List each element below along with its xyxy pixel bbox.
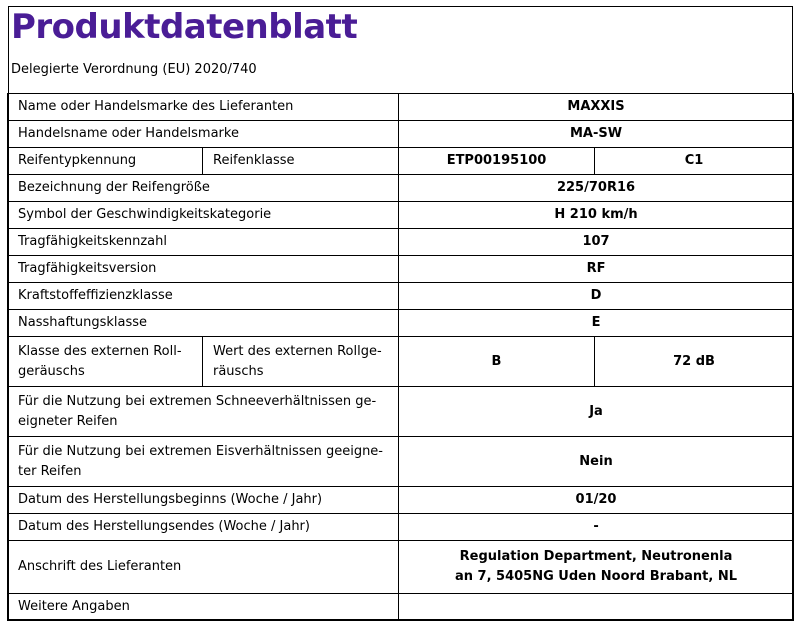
- supplier-address-value: [399, 541, 794, 594]
- wet-grip-label: Nasshaftungsklasse: [8, 310, 399, 337]
- page-title: Produktdatenblatt: [11, 7, 358, 47]
- address-line-1: Regulation Department, Neutronenla: [459, 549, 733, 564]
- table-row: [8, 387, 794, 437]
- regulation-subtitle: Delegierte Verordnung (EU) 2020/740: [11, 62, 257, 77]
- tyre-type-value: ETP00195100: [399, 148, 595, 175]
- noise-value: 72 dB: [595, 337, 794, 387]
- snow-suitability-value: Ja: [399, 387, 794, 437]
- table-row: [8, 594, 794, 621]
- table-row: [8, 437, 794, 487]
- load-index-value: 107: [399, 229, 794, 256]
- table-row: [8, 121, 794, 148]
- address-line-2: an 7, 5405NG Uden Noord Brabant, NL: [454, 569, 738, 584]
- load-index-label: Tragfähigkeitskennzahl: [8, 229, 399, 256]
- table-row: [8, 283, 794, 310]
- load-version-value: RF: [399, 256, 794, 283]
- table-row: [8, 310, 794, 337]
- supplier-name-value: MAXXIS: [399, 94, 794, 121]
- product-data-table: [7, 93, 794, 621]
- ice-suitability-label: Für die Nutzung bei extremen Eisverhältnissen geeigne-ter Reifen: [8, 437, 399, 487]
- table-row: [8, 256, 794, 283]
- tyre-type-label: Reifentypkennung: [8, 148, 203, 175]
- table-row: [8, 148, 794, 175]
- tyre-size-label: Bezeichnung der Reifengröße: [8, 175, 399, 202]
- speed-category-value: H 210 km/h: [399, 202, 794, 229]
- supplier-address-label: Anschrift des Lieferanten: [8, 541, 399, 594]
- wet-grip-value: E: [399, 310, 794, 337]
- further-info-label: Weitere Angaben: [8, 594, 399, 621]
- trade-name-value: MA-SW: [399, 121, 794, 148]
- further-info-value: [399, 594, 794, 621]
- snow-suitability-label: Für die Nutzung bei extremen Schneeverhältnissen ge-eigneter Reifen: [8, 387, 399, 437]
- fuel-efficiency-value: D: [399, 283, 794, 310]
- table-row: [8, 229, 794, 256]
- noise-class-value: B: [399, 337, 595, 387]
- ice-suitability-value: Nein: [399, 437, 794, 487]
- production-end-value: -: [399, 514, 794, 541]
- table-row: [8, 541, 794, 594]
- production-end-label: Datum des Herstellungsendes (Woche / Jahr): [8, 514, 399, 541]
- production-start-value: 01/20: [399, 487, 794, 514]
- table-row: [8, 337, 794, 387]
- table-row: [8, 514, 794, 541]
- load-version-label: Tragfähigkeitsversion: [8, 256, 399, 283]
- tyre-size-value: 225/70R16: [399, 175, 794, 202]
- table-row: [8, 94, 794, 121]
- speed-category-label: Symbol der Geschwindigkeitskategorie: [8, 202, 399, 229]
- fuel-efficiency-label: Kraftstoffeffizienzklasse: [8, 283, 399, 310]
- tyre-class-value: C1: [595, 148, 794, 175]
- noise-value-label: Wert des externen Rollge-räuschs: [203, 337, 399, 387]
- table-row: [8, 175, 794, 202]
- trade-name-label: Handelsname oder Handelsmarke: [8, 121, 399, 148]
- table-row: [8, 487, 794, 514]
- supplier-name-label: Name oder Handelsmarke des Lieferanten: [8, 94, 399, 121]
- noise-class-label: Klasse des externen Roll-geräuschs: [8, 337, 203, 387]
- tyre-class-label: Reifenklasse: [203, 148, 399, 175]
- table-row: [8, 202, 794, 229]
- production-start-label: Datum des Herstellungsbeginns (Woche / Jahr): [8, 487, 399, 514]
